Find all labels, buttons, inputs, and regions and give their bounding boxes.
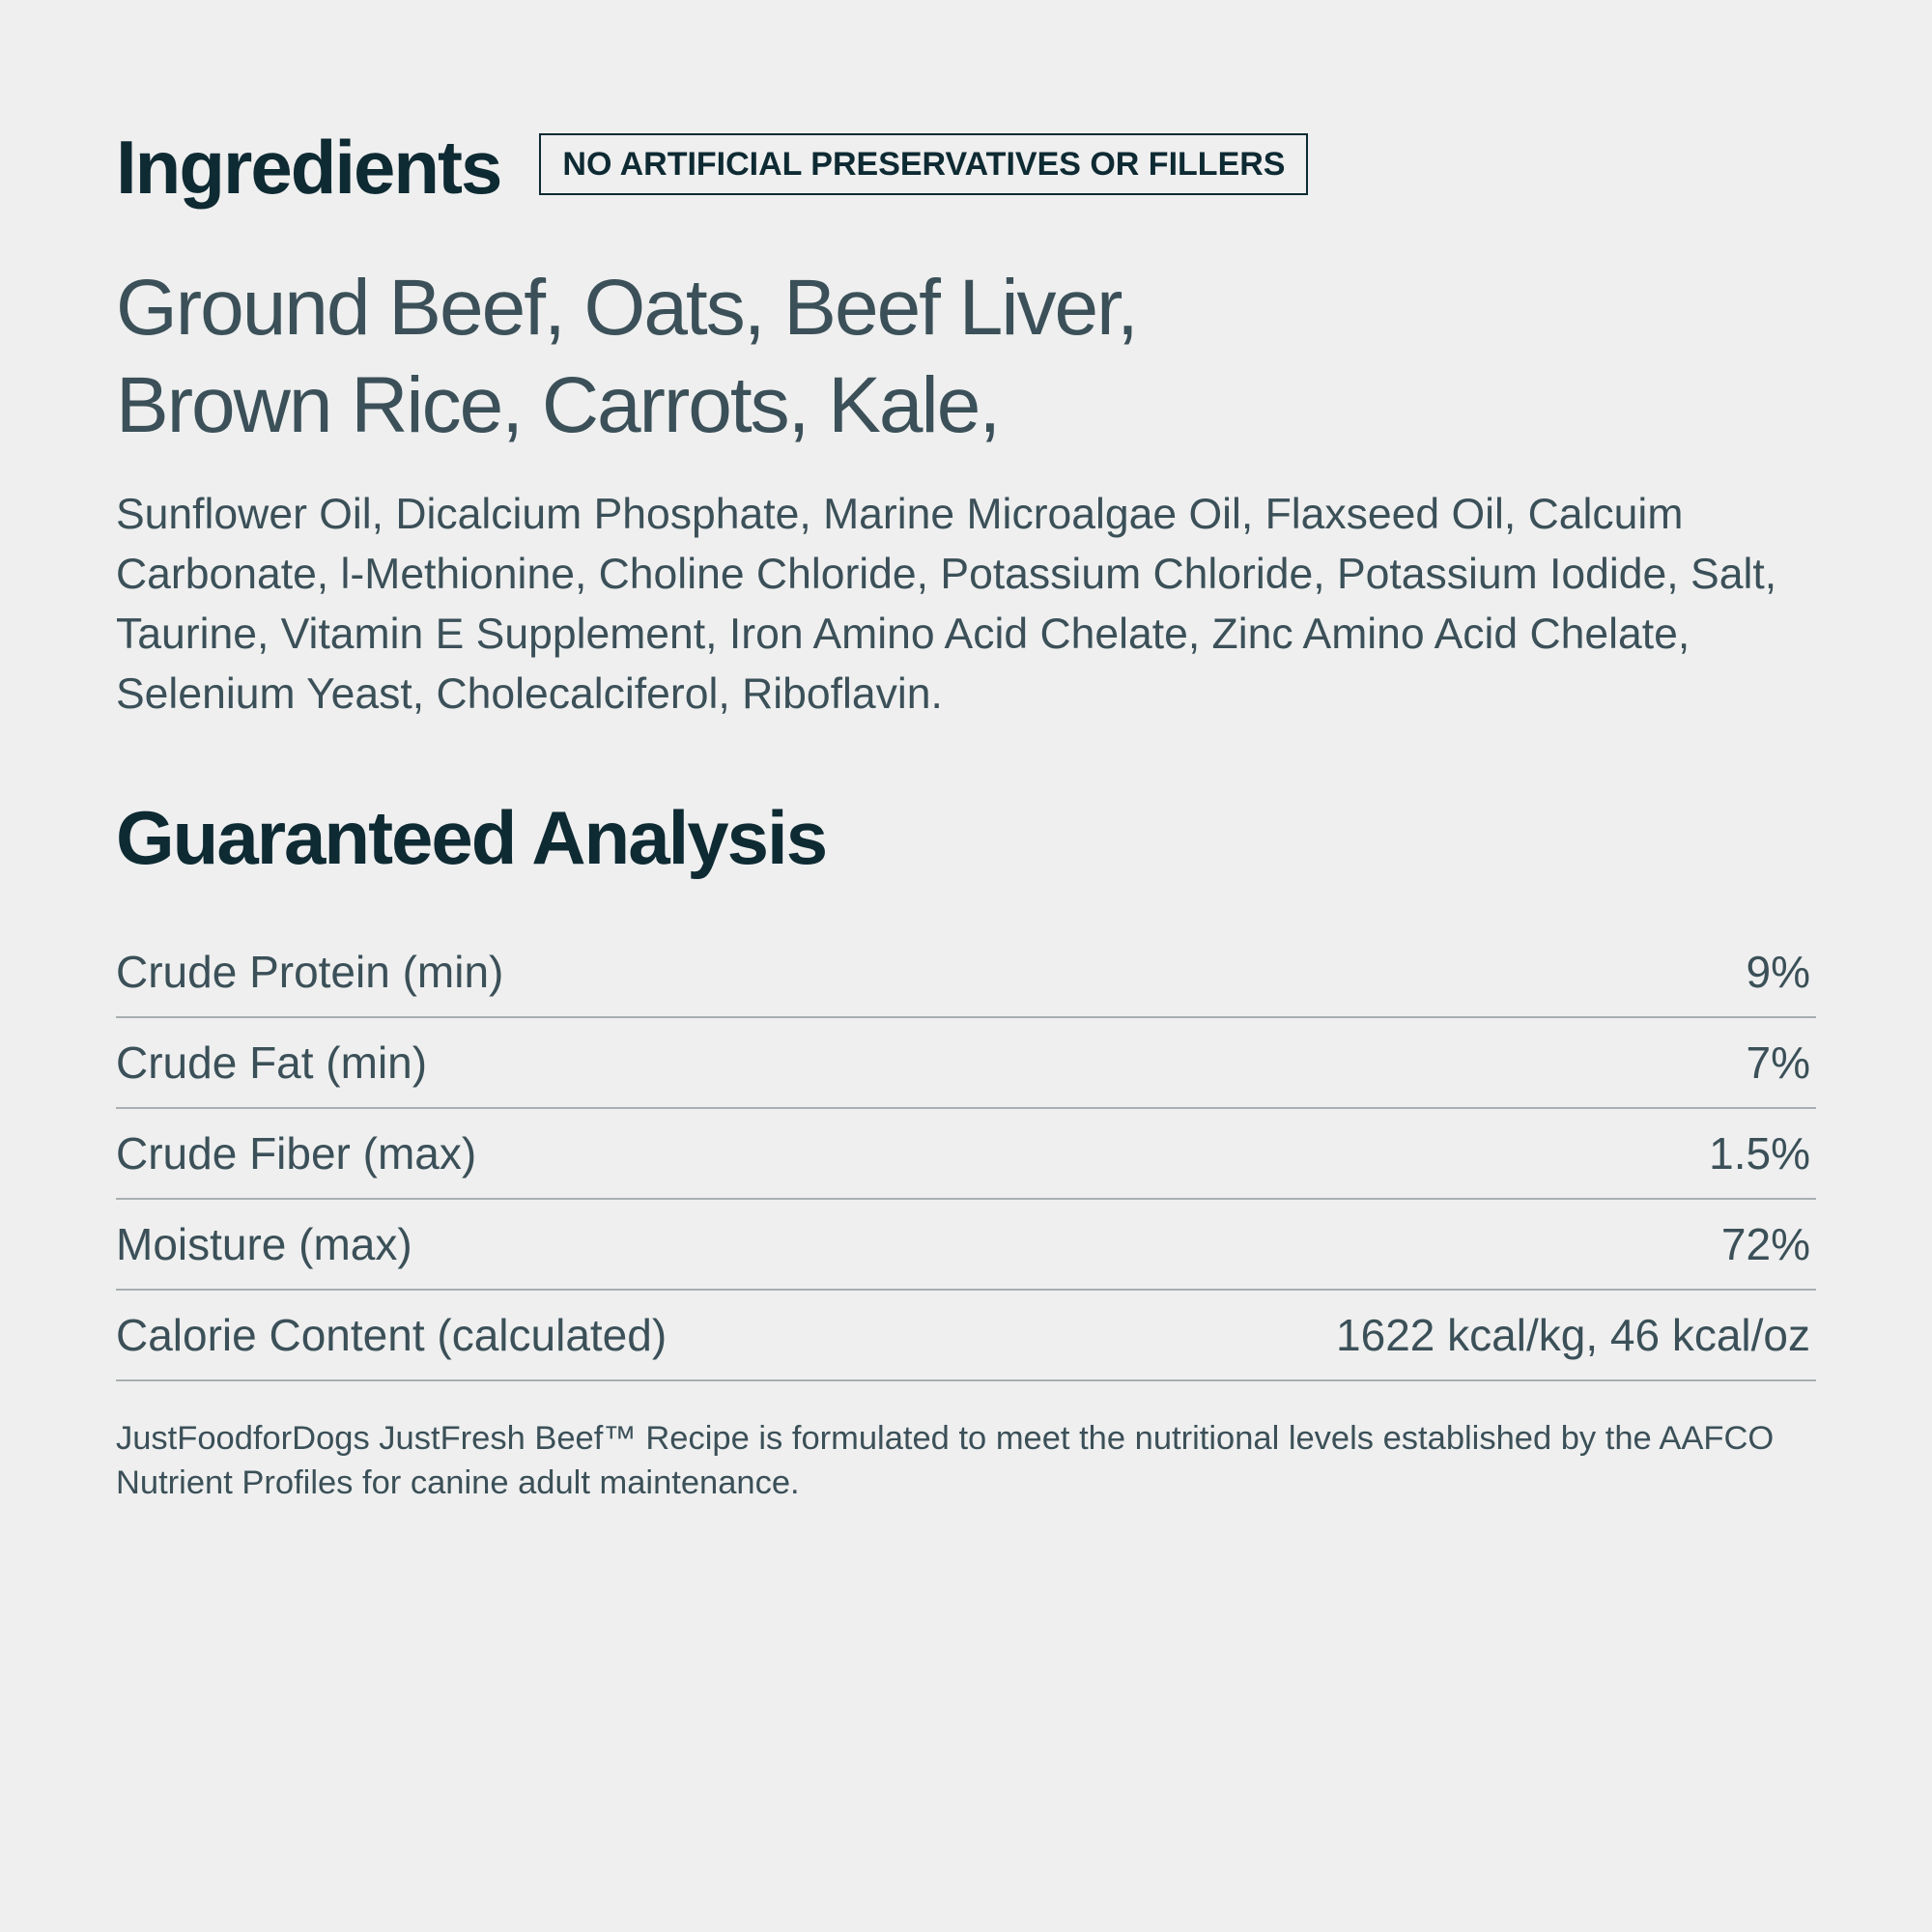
table-row xyxy=(116,1291,1816,1381)
table-row xyxy=(116,1200,1816,1291)
no-preservatives-badge: NO ARTIFICIAL PRESERVATIVES OR FILLERS xyxy=(539,133,1308,195)
guaranteed-analysis-title: Guaranteed Analysis xyxy=(116,795,827,880)
aafco-statement: JustFoodforDogs JustFresh Beef™ Recipe is formulated to meet the nutritional levels established by the AAFCO Nutrient Profiles for canine adult maintenance. xyxy=(116,1420,1775,1501)
table-row xyxy=(116,1018,1816,1109)
guaranteed-analysis-table xyxy=(116,927,1816,1381)
analysis-value: 9% xyxy=(1746,947,1810,997)
ingredients-header xyxy=(116,124,1308,211)
main-ingredients-line: Brown Rice, Carrots, Kale, xyxy=(116,361,1000,449)
table-row xyxy=(116,1109,1816,1200)
analysis-label: Crude Fat (min) xyxy=(116,1037,428,1088)
analysis-value: 1622 kcal/kg, 46 kcal/oz xyxy=(1336,1310,1810,1360)
analysis-value: 1.5% xyxy=(1709,1128,1810,1179)
analysis-label: Calorie Content (calculated) xyxy=(116,1310,668,1360)
main-ingredients-line: Ground Beef, Oats, Beef Liver, xyxy=(116,264,1137,352)
analysis-label: Moisture (max) xyxy=(116,1219,412,1269)
ingredients-title: Ingredients xyxy=(116,125,501,210)
minor-ingredients: Sunflower Oil, Dicalcium Phosphate, Marine Microalgae Oil, Flaxseed Oil, Calcuim Carbonate, l-Methionine, Choline Chloride, Potassium Chloride, Potassium Iodide, Salt, Taurine, Vitamin E Supplement, Iron Amino Acid Chelate, Zinc Amino Acid Chelate, Selenium Yeast, Cholecalciferol, Riboflavin. xyxy=(116,491,1777,718)
table-row xyxy=(116,927,1816,1018)
analysis-label: Crude Fiber (max) xyxy=(116,1128,477,1179)
analysis-label: Crude Protein (min) xyxy=(116,947,504,997)
analysis-value: 72% xyxy=(1720,1219,1810,1269)
analysis-value: 7% xyxy=(1746,1037,1810,1088)
main-ingredients xyxy=(116,259,1372,454)
